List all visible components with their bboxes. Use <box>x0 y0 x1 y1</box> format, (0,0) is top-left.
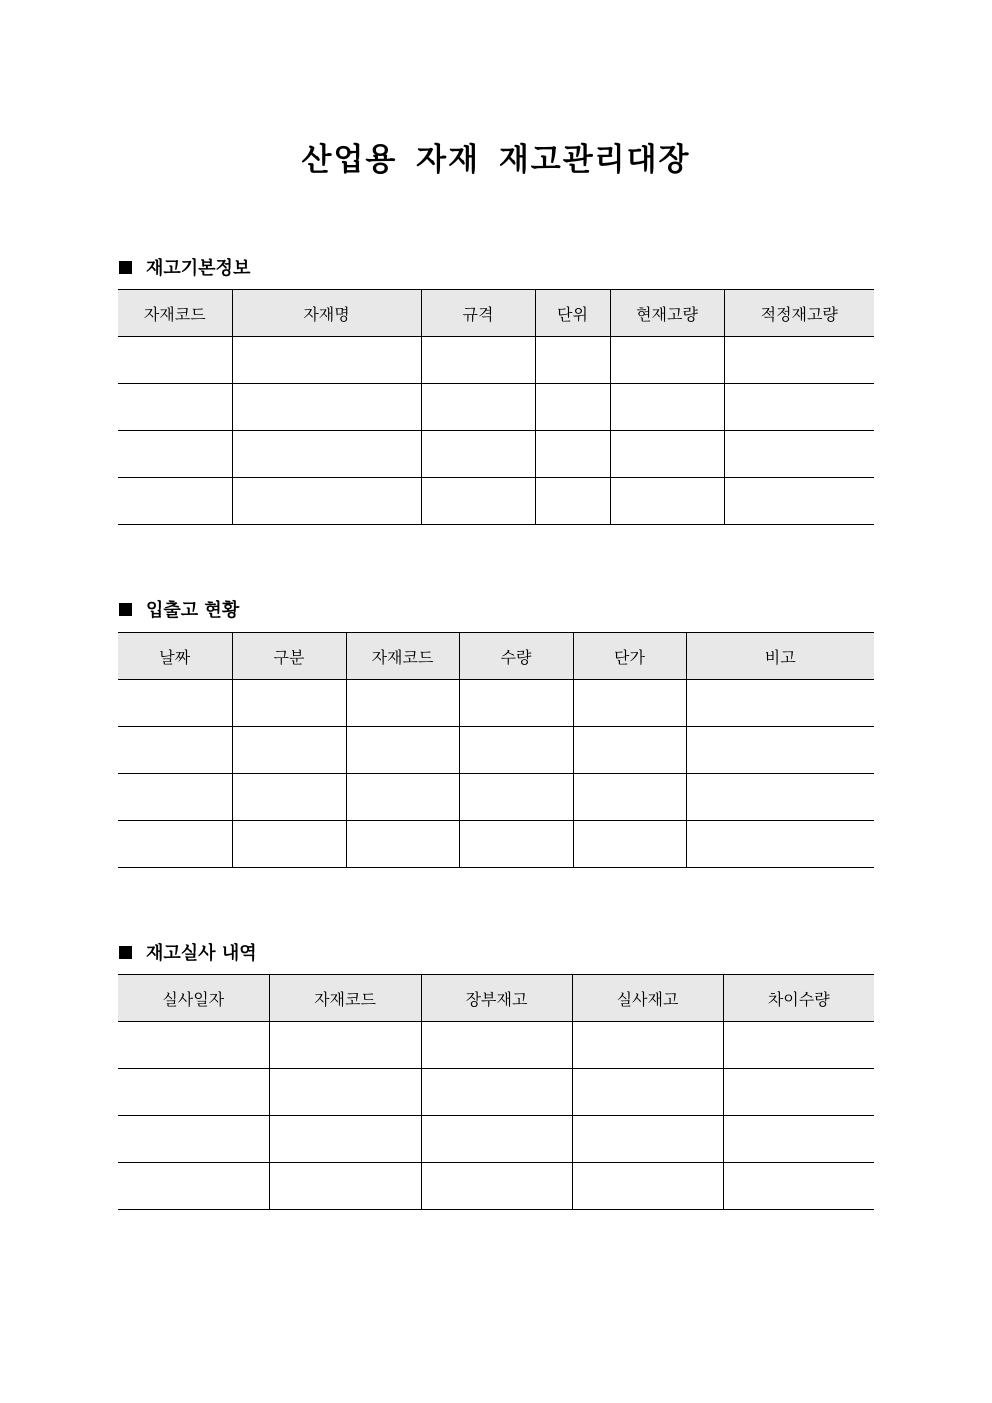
table-cell[interactable] <box>118 1022 269 1069</box>
table-cell[interactable] <box>459 680 573 727</box>
table-cell[interactable] <box>724 431 874 478</box>
table-cell[interactable] <box>724 337 874 384</box>
section-heading-label: 입출고 현황 <box>146 600 240 621</box>
table-cell[interactable] <box>723 1163 874 1210</box>
table-cell[interactable] <box>686 821 874 868</box>
table-cell[interactable] <box>118 680 232 727</box>
table-cell[interactable] <box>269 1069 421 1116</box>
table-cell[interactable] <box>118 1116 269 1163</box>
table-row <box>118 1069 874 1116</box>
table-cell[interactable] <box>459 821 573 868</box>
table-cell[interactable] <box>118 727 232 774</box>
table-cell[interactable] <box>686 774 874 821</box>
table-cell[interactable] <box>610 431 724 478</box>
section-heading-stocktake <box>119 939 257 965</box>
table-cell[interactable] <box>535 384 610 431</box>
column-header: 자재코드 <box>118 290 232 337</box>
table-cell[interactable] <box>535 337 610 384</box>
table-cell[interactable] <box>346 727 459 774</box>
column-header: 규격 <box>421 290 535 337</box>
table-cell[interactable] <box>232 774 346 821</box>
table-cell[interactable] <box>572 1163 723 1210</box>
column-header: 구분 <box>232 633 346 680</box>
column-header: 차이수량 <box>723 975 874 1022</box>
table-cell[interactable] <box>421 1163 572 1210</box>
table-cell[interactable] <box>421 431 535 478</box>
table-cell[interactable] <box>421 1116 572 1163</box>
square-bullet-icon <box>119 261 132 274</box>
column-header: 수량 <box>459 633 573 680</box>
table-cell[interactable] <box>232 680 346 727</box>
column-header: 자재명 <box>232 290 421 337</box>
table-row <box>118 774 874 821</box>
table-cell[interactable] <box>573 727 686 774</box>
table-cell[interactable] <box>459 727 573 774</box>
table-cell[interactable] <box>232 478 421 525</box>
table-cell[interactable] <box>118 821 232 868</box>
table-cell[interactable] <box>723 1069 874 1116</box>
column-header: 단위 <box>535 290 610 337</box>
table-row <box>118 478 874 525</box>
table-cell[interactable] <box>232 337 421 384</box>
table-cell[interactable] <box>573 821 686 868</box>
table-cell[interactable] <box>686 680 874 727</box>
table-header-row <box>118 975 874 1022</box>
table-cell[interactable] <box>723 1022 874 1069</box>
column-header: 실사재고 <box>572 975 723 1022</box>
table-row <box>118 727 874 774</box>
square-bullet-icon <box>119 603 132 616</box>
table-cell[interactable] <box>535 478 610 525</box>
table-row <box>118 384 874 431</box>
table-cell[interactable] <box>118 384 232 431</box>
table-cell[interactable] <box>421 337 535 384</box>
table-cell[interactable] <box>118 1163 269 1210</box>
table-cell[interactable] <box>421 384 535 431</box>
table-cell[interactable] <box>686 727 874 774</box>
basic-info-table <box>118 289 874 525</box>
table-row <box>118 1116 874 1163</box>
table-cell[interactable] <box>724 478 874 525</box>
table-cell[interactable] <box>421 1022 572 1069</box>
table-row <box>118 337 874 384</box>
column-header: 자재코드 <box>269 975 421 1022</box>
table-cell[interactable] <box>572 1116 723 1163</box>
stocktake-table <box>118 974 874 1210</box>
table-cell[interactable] <box>573 680 686 727</box>
table-header-row <box>118 633 874 680</box>
table-cell[interactable] <box>118 1069 269 1116</box>
document-title: 산업용 자재 재고관리대장 <box>301 142 691 178</box>
table-header-row <box>118 290 874 337</box>
column-header: 비고 <box>686 633 874 680</box>
table-row <box>118 680 874 727</box>
table-cell[interactable] <box>232 384 421 431</box>
table-row <box>118 821 874 868</box>
inout-status-table <box>118 632 874 868</box>
table-cell[interactable] <box>610 478 724 525</box>
table-cell[interactable] <box>421 1069 572 1116</box>
table-cell[interactable] <box>346 821 459 868</box>
section-heading-label: 재고기본정보 <box>146 258 251 279</box>
table-cell[interactable] <box>118 337 232 384</box>
column-header: 장부재고 <box>421 975 572 1022</box>
table-cell[interactable] <box>723 1116 874 1163</box>
column-header: 실사일자 <box>118 975 269 1022</box>
section-heading-inout-status <box>119 596 239 622</box>
table-cell[interactable] <box>610 384 724 431</box>
column-header: 단가 <box>573 633 686 680</box>
column-header: 적정재고량 <box>724 290 874 337</box>
table-cell[interactable] <box>572 1022 723 1069</box>
square-bullet-icon <box>119 946 132 959</box>
table-cell[interactable] <box>346 774 459 821</box>
column-header: 자재코드 <box>346 633 459 680</box>
table-cell[interactable] <box>269 1116 421 1163</box>
section-heading-label: 재고실사 내역 <box>146 943 257 964</box>
table-cell[interactable] <box>573 774 686 821</box>
table-row <box>118 431 874 478</box>
table-row <box>118 1163 874 1210</box>
table-cell[interactable] <box>724 384 874 431</box>
table-row <box>118 1022 874 1069</box>
table-cell[interactable] <box>118 478 232 525</box>
table-cell[interactable] <box>118 774 232 821</box>
table-cell[interactable] <box>421 478 535 525</box>
table-cell[interactable] <box>232 821 346 868</box>
table-cell[interactable] <box>459 774 573 821</box>
table-cell[interactable] <box>572 1069 723 1116</box>
section-heading-basic-info <box>119 254 250 280</box>
table-cell[interactable] <box>535 431 610 478</box>
column-header: 날짜 <box>118 633 232 680</box>
table-cell[interactable] <box>118 431 232 478</box>
table-cell[interactable] <box>232 727 346 774</box>
table-cell[interactable] <box>269 1163 421 1210</box>
table-cell[interactable] <box>346 680 459 727</box>
table-cell[interactable] <box>610 337 724 384</box>
table-cell[interactable] <box>269 1022 421 1069</box>
table-cell[interactable] <box>232 431 421 478</box>
column-header: 현재고량 <box>610 290 724 337</box>
